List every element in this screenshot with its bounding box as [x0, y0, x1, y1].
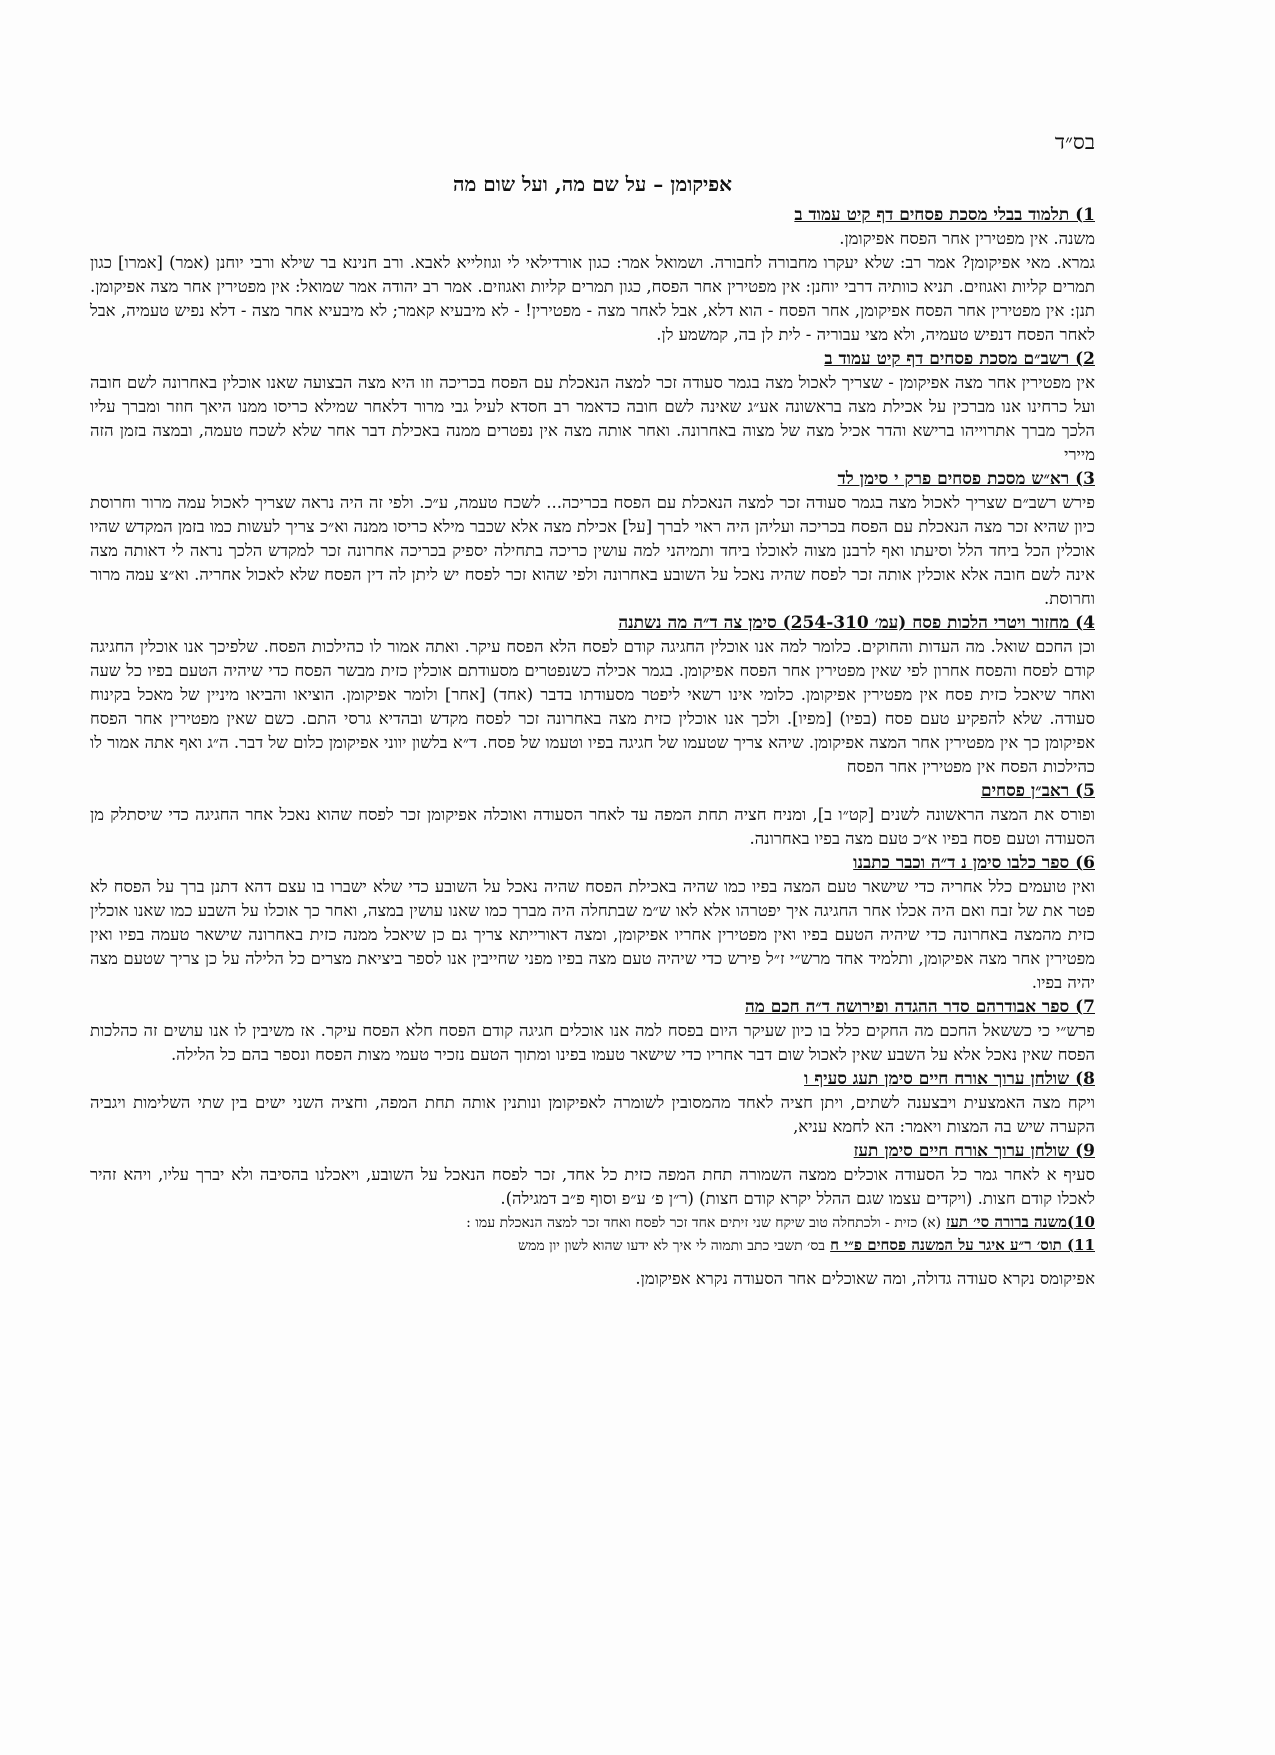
source-paragraph: סעיף א לאחר גמר כל הסעודה אוכלים ממצה השמורה תחת המפה כזית כל אחד, זכר לפסח הנאכל על השובע, ויאכלנו בהסיבה ולא יברך עליו, ויהא זהיר לאכלו קודם חצות. (ויקדים עצמו שגם ההלל יקרא קודם חצות) (ר״ן פ׳ ע״פ וסוף פ״ב דמגילה). — [90, 1165, 1095, 1208]
source-paragraph: פירש רשב״ם שצריך לאכול מצה בגמר סעודה זכר למצה הנאכלת עם הפסח בכריכה... לשכח טעמה, ע״כ. ולפי זה היה נראה שצריך לאכול עמה מרור וחרוסת כיון שהיא זכר מצה הנאכלת עם הפסח בכריכה ועליהן היה ראוי לברך [על] אכילת מצה אלא שכבר מילא כריסו ממנה וא״כ צריך לעשות כמו בזמן המקדש שהיו אוכלין הכל ביחד הלל וסיעתו ואף לרבנן מצוה לאוכלו ביחד ותמיהני למה עושין כריכה בתחילה יספיק בכריכה אחרונה זכר למקדש הלכך נראה לי דאותה מצה אינה לשם חובה אלא אוכלין אותה זכר לפסח שהיה נאכל על השובע באחרונה ולפי שהוא זכר לפסח יש ליתן לה דין הפסח שלא לאכול אחריה. וא״צ עמה מרור וחרוסת. — [90, 493, 1095, 608]
source-heading: 2) רשב״ם מסכת פסחים דף קיט עמוד ב — [824, 349, 1095, 369]
source-section — [90, 995, 1095, 1067]
source-heading: 8) שולחן ערוך אורח חיים סימן תעג סעיף ו — [804, 1069, 1095, 1089]
source-paragraph: אין מפטירין אחר מצה אפיקומן - שצריך לאכול מצה בגמר סעודה זכר למצה הנאכלת עם הפסח בכריכה וזו היא מצה הבצועה שאנו אוכלין באחרונה לשם חובה ועל כרחינו אנו מברכין על אכילת מצה בראשונה אע״ג שאינה לשם חובה כדאמר רב חסדא לעיל גבי מרור דלאחר שמילא כריסו ממנו היאך חוזר ומברך עליו הלכך מברך אתרוייהו ברישא והדר אכיל מצה של מצוה באחרונה. ואחר אותה מצה אין נפטרים ממנה באכילת דבר אחר שלא לשכח טעמה, ובמצה בזמן הזה מיירי — [90, 373, 1095, 464]
source-section — [90, 467, 1095, 611]
short-source-text: (א) כזית - ולכתחלה טוב שיקח שני זיתים אחד זכר לפסח ואחד זכר למצה הנאכלת עמו : — [466, 1215, 942, 1231]
short-source-heading: 11) תוס׳ ר״ע איגר על המשנה פסחים פ״י ח — [830, 1236, 1095, 1254]
small-sources-list — [90, 1211, 1095, 1257]
bsd-mark: בס״ד — [1054, 130, 1095, 154]
source-section — [90, 203, 1095, 347]
source-section — [90, 611, 1095, 779]
source-paragraph: וכן החכם שואל. מה העדות והחוקים. כלומר למה אנו אוכלין החגיגה קודם לפסח הלא הפסח עיקר. ואתה אמור לו כהילכות הפסח. שלפיכך אנו אוכלין החגיגה קודם לפסח והפסח אחרון לפי שאין מפטירין אחר הפסח אפיקומן. בגמר אכילה כשנפטרים מסעודתם אוכלין כזית מבשר הפסח כדי שיהיה הטעם בפיו כל שעה ואחר שיאכל כזית פסח אין מפטירין אפיקומן. כלומי אינו רשאי ליפטר מסעודתו בדבר (אחד) [אחר] ולומר אפיקומן. הוציאו והביאו מיניין של מאכל בקינוח סעודה. שלא להפקיע טעם פסח (בפיו) [מפיו]. ולכך אנו אוכלין כזית מצה באחרונה זכר לפסח מקדש ובהדיא גרסי התם. כשם שאין מפטירין אחר הפסח אפיקומן כך אין מפטירין אחר המצה אפיקומן. שיהא צריך שטעמו של חגיגה בפיו וטעמו של פסח. ד״א בלשון יווני אפיקומן כלום של דבר. ה״ג ואף אתה אמור לו כהילכות הפסח אין מפטירין אחר הפסח — [90, 637, 1095, 776]
source-heading: 4) מחזור ויטרי הלכות פסח (עמ׳ 254-310) סימן צה ד״ה מה נשתנה — [618, 613, 1095, 633]
source-heading: 6) ספר כלבו סימן נ ד״ה וכבר כתבנו — [853, 853, 1095, 873]
source-heading: 3) רא״ש מסכת פסחים פרק י סימן לד — [837, 469, 1095, 489]
source-section — [90, 1139, 1095, 1211]
source-section — [90, 851, 1095, 995]
short-source-heading: 10)משנה ברורה סי׳ תעז — [946, 1213, 1095, 1231]
sources-list — [90, 203, 1095, 1211]
source-heading: 5) ראב״ן פסחים — [980, 781, 1095, 801]
page-title: אפיקומן – על שם מה, ועל שום מה — [452, 172, 733, 196]
short-source-text: בס׳ תשבי כתב ותמוה לי איך לא ידעו שהוא לשון יון ממש — [518, 1238, 826, 1254]
source-paragraph: משנה. אין מפטירין אחר הפסח אפיקומן. — [839, 229, 1095, 248]
source-section — [90, 1067, 1095, 1139]
source-paragraph: ואין טועמים כלל אחריה כדי שישאר טעם המצה בפיו כמו שהיה באכילת הפסח שהיה נאכל על השובע כדי שלא ישברו בו עצם דהא דתנן ברך על הפסח לא פטר את של זבח ואם היה אכלו אחר החגיגה איך יפטרהו אלא לאו ש״מ שבתחלה היה מברך כמו שאנו עושין במצה, ואחר כך אוכלו על השבע כמו שאנו אוכלין כזית מהמצה באחרונה כדי שיהיה הטעם בפיו ואין מפטירין אחריו אפיקומן, ומצה דאורייתא צריך גם כן שיאכל ממנה כזית באחרונה שישאר טעמה בפיו ואין מפטירין אחר מצה אפיקומן, ותלמיד אחד מרש״י ז״ל פירש כדי שיהיה טעם מצה בפיו מפני שחייבין אנו לספר ביציאת מצרים כל הלילה על כן צריך שטעם מצה יהיה בפיו. — [90, 877, 1095, 992]
source-heading: 1) תלמוד בבלי מסכת פסחים דף קיט עמוד ב — [794, 205, 1095, 225]
source-paragraph: ופורס את המצה הראשונה לשנים [קט״ו ב], ומניח חציה תחת המפה עד לאחר הסעודה ואוכלה אפיקומן זכר לפסח שהוא נאכל אחר החגיגה כדי שיסתלק מן הסעודה וטעם פסח בפיו א״כ טעם מצה בפיו באחרונה. — [90, 805, 1095, 848]
source-section — [90, 779, 1095, 851]
source-paragraph: גמרא. מאי אפיקומן? אמר רב: שלא יעקרו מחבורה לחבורה. ושמואל אמר: כגון אורדילאי לי וגוזלייא לאבא. ורב חנינא בר שילא ורבי יוחנן (אמר) [אמרו] כגון תמרים קליות ואגוזים. תניא כוותיה דרבי יוחנן: אין מפטירין אחר הפסח, כגון תמרים קליות ואגוזים. אמר רב יהודה אמר שמואל: אין מפטירין אחר מצה אפיקומן. תנן: אין מפטירין אחר הפסח אפיקומן, אחר הפסח - הוא דלא, אבל לאחר מצה - מפטירין! - לא מיבעיא קאמר; לא מיבעיא אחר מצה - דלא נפיש טעמיה, אבל לאחר הפסח דנפיש טעמיה, ולא מצי עבוריה - לית לן בה, קמשמע לן. — [90, 253, 1095, 344]
source-paragraph: ויקח מצה האמצעית ויבצענה לשתים, ויתן חציה לאחד מהמסובין לשומרה לאפיקומן ונותנין אותה תחת המפה, וחציה השני ישים בין שתי השלימות ויגביה הקערה שיש בה המצות ויאמר: הא לחמא עניא, — [90, 1093, 1095, 1136]
short-source-section — [90, 1234, 1095, 1257]
closing-line: אפיקומס נקרא סעודה גדולה, ומה שאוכלים אחר הסעודה נקרא אפיקומן. — [635, 1269, 1095, 1288]
source-paragraph: פרש״י כי כששאל החכם מה החקים כלל בו כיון שעיקר היום בפסח למה אנו אוכלים חגיגה קודם הפסח חלא הפסח עיקר. אז משיבין לו אנו עושים זה כהלכות הפסח שאין נאכל אלא על השבע שאין לאכול שום דבר אחריו כדי שישאר טעמו בפינו ומתוך הטעם נזכיר טעמי מצות הפסח ונספר בהם כל הלילה. — [90, 1021, 1095, 1064]
short-source-section — [90, 1211, 1095, 1234]
source-heading: 9) שולחן ערוך אורח חיים סימן תעז — [853, 1141, 1095, 1161]
source-section — [90, 347, 1095, 467]
source-heading: 7) ספר אבודרהם סדר ההגדה ופירושה ד״ה חכם מה — [744, 997, 1095, 1017]
